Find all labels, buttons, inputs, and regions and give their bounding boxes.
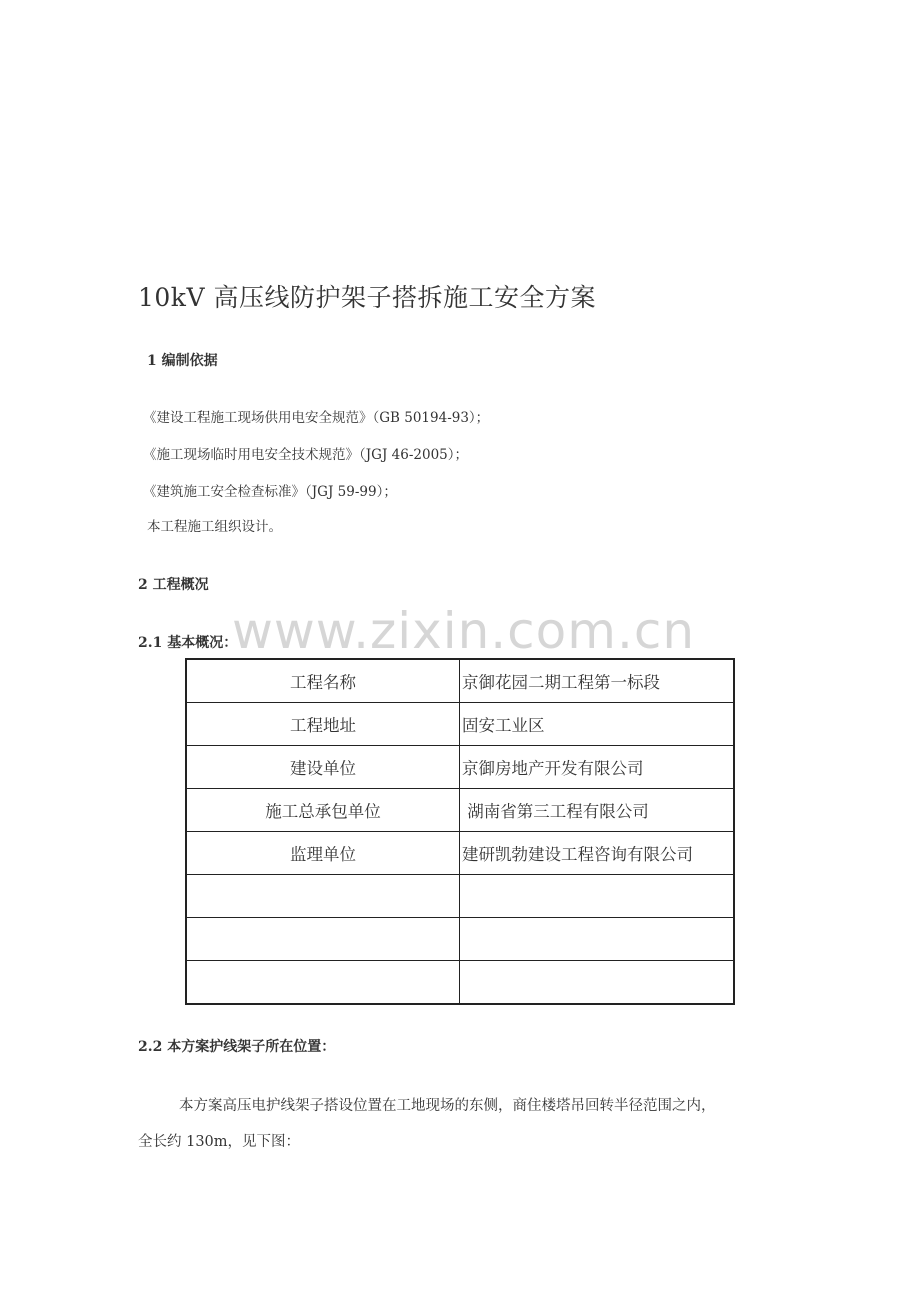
table-cell-label: 监理单位	[186, 832, 460, 875]
section-2-2-heading: 2.2 本方案护线架子所在位置：	[138, 1039, 336, 1055]
table-row	[186, 918, 734, 961]
watermark: www.zixin.com.cn	[232, 602, 696, 660]
table-cell-value	[460, 918, 735, 961]
table-cell-label: 施工总承包单位	[186, 789, 460, 832]
reference-item-2: 《施工现场临时用电安全技术规范》（JGJ 46-2005）；	[143, 447, 468, 463]
table-row	[186, 789, 734, 832]
table-row	[186, 961, 734, 1005]
table-cell-value: 京御房地产开发有限公司	[460, 746, 735, 789]
table-cell-label: 建设单位	[186, 746, 460, 789]
section-2-1-heading: 2.1 基本概况：	[138, 635, 238, 651]
project-info-table	[185, 658, 735, 1005]
reference-item-1: 《建设工程施工现场供用电安全规范》（GB 50194-93）；	[143, 410, 490, 426]
table-cell-value: 固安工业区	[460, 703, 735, 746]
table-cell-value: 京御花园二期工程第一标段	[460, 659, 735, 703]
reference-item-3: 《建筑施工安全检查标准》（JGJ 59-99）；	[143, 484, 397, 500]
section-1-heading: 1 编制依据	[147, 353, 218, 369]
table-cell-label	[186, 961, 460, 1005]
table-cell-label	[186, 918, 460, 961]
paragraph-line-2: 全长约 130m，见下图：	[138, 1134, 301, 1150]
table-cell-label: 工程名称	[186, 659, 460, 703]
table-cell-value	[460, 961, 735, 1005]
table-row	[186, 659, 734, 703]
table-row	[186, 703, 734, 746]
section-2-heading: 2 工程概况	[138, 577, 209, 593]
table-row	[186, 832, 734, 875]
table-cell-label: 工程地址	[186, 703, 460, 746]
table-row	[186, 746, 734, 789]
paragraph-line-1: 本方案高压电护线架子搭设位置在工地现场的东侧，商住楼塔吊回转半径范围之内，	[179, 1098, 716, 1114]
table-row	[186, 875, 734, 918]
page-title: 10kV 高压线防护架子搭拆施工安全方案	[138, 283, 596, 312]
table-cell-label	[186, 875, 460, 918]
table-cell-value: 建研凯勃建设工程咨询有限公司	[460, 832, 735, 875]
table-cell-value	[460, 875, 735, 918]
table-cell-value: 湖南省第三工程有限公司	[460, 789, 735, 832]
reference-item-4: 本工程施工组织设计。	[147, 519, 282, 535]
